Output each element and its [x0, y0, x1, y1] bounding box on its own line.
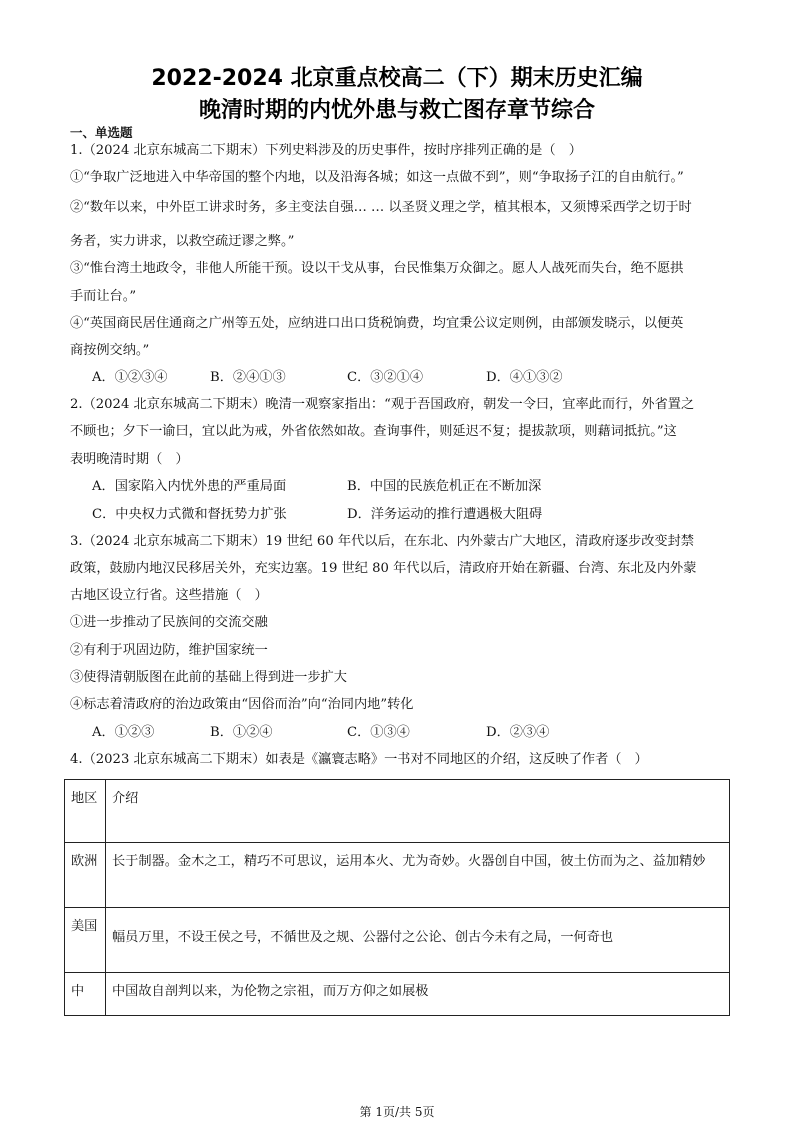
q2-option-d: D．洋务运动的推行遭遇极大阻碍 [347, 507, 543, 522]
q2-stem-line2: 不顾也；夕下一谕曰，宜以此为戒，外省依然如故。查询事件，则延迟不复；提拔款项，则藉词抵抗。”这 [70, 424, 677, 439]
q1-item-3-line2: 手而让台。” [70, 289, 137, 304]
table-region-cell: 美国 [65, 908, 106, 973]
document-subtitle: 晚清时期的内忧外患与救亡图存章节综合 [198, 98, 595, 123]
q1-item-4-line2: 商按例交纳。” [70, 343, 150, 358]
table-header-cell: 地区 [65, 780, 106, 843]
table-row [65, 843, 730, 908]
q3-stem-line1: 3.（2024 北京东城高二下期末）19 世纪 60 年代以后，在东北、内外蒙古广大地区，清政府逐步改变封禁 [70, 534, 694, 549]
table-header-cell: 介绍 [106, 780, 730, 843]
table-region-cell: 欧洲 [65, 843, 106, 908]
q1-option-a: A．①②③④ [92, 370, 168, 385]
q4-stem: 4.（2023 北京东城高二下期末）如表是《瀛寰志略》一书对不同地区的介绍，这反映了作者（ ） [70, 752, 648, 767]
table-text-cell: 中国故自剖判以来，为伦物之宗祖，而万方仰之如展极 [106, 973, 730, 1016]
q2-stem-line1: 2.（2024 北京东城高二下期末）晚清一观察家指出：“观于吾国政府，朝发一令曰，宜率此而行，外省置之 [70, 397, 695, 412]
q1-item-3-line1: ③“惟台湾土地政令，非他人所能干预。设以干戈从事，台民惟集万众御之。愿人人战死而失台，绝不愿拱 [70, 261, 684, 276]
table-text-cell: 长于制器。金木之工，精巧不可思议，运用本火、尤为奇妙。火器创自中国，彼土仿而为之、益加精妙 [106, 843, 730, 908]
q3-option-a: A．①②③ [92, 725, 155, 740]
q3-stem-line3: 古地区设立行省。这些措施（ ） [70, 588, 268, 603]
q3-stem-line2: 政策，鼓励内地汉民移居关外，充实边塞。19 世纪 80 年代以后，清政府开始在新疆、台湾、东北及内外蒙 [70, 561, 697, 576]
table-header-row [65, 780, 730, 843]
q2-stem-line3: 表明晚清时期（ ） [70, 452, 189, 467]
page-footer: 第 1页/共 5页 [359, 1105, 435, 1119]
q1-item-2-line2: 务者，实力讲求，以救空疏迂谬之弊。” [70, 234, 295, 249]
q3-item-1: ①进一步推动了民族间的交流交融 [70, 615, 268, 630]
section-heading: 一、单选题 [70, 125, 133, 140]
region-table [64, 779, 730, 1016]
document-title: 2022-2024 北京重点校高二（下）期末历史汇编 [151, 66, 643, 91]
q2-option-a: A．国家陷入内忧外患的严重局面 [92, 479, 287, 494]
q3-option-c: C．①③④ [347, 725, 410, 740]
table-row [65, 973, 730, 1016]
q1-item-1: ①“争取广泛地进入中华帝国的整个内地，以及沿海各城；如这一点做不到”，则“争取扬子江的自由航行。” [70, 170, 684, 185]
q1-option-c: C．③②①④ [347, 370, 424, 385]
q1-option-b: B．②④①③ [210, 370, 286, 385]
q3-option-d: D．②③④ [486, 725, 550, 740]
q1-item-2-line1: ②“数年以来，中外臣工讲求时务，多主变法自强… … 以圣贤义理之学，植其根本，又须博采西学之切于时 [70, 200, 692, 215]
table-row [65, 908, 730, 973]
q3-item-3: ③使得清朝版图在此前的基础上得到进一步扩大 [70, 670, 347, 685]
q1-stem: 1.（2024 北京东城高二下期末）下列史料涉及的历史事件，按时序排列正确的是（ ） [70, 143, 582, 158]
q3-item-2: ②有利于巩固边防，维护国家统一 [70, 643, 268, 658]
table-text-cell: 幅员万里，不设王侯之号，不循世及之规、公器付之公论、创古今未有之局，一何奇也 [106, 908, 730, 973]
q1-option-d: D．④①③② [486, 370, 563, 385]
table-region-cell: 中 [65, 973, 106, 1016]
q1-item-4-line1: ④“英国商民居住通商之广州等五处，应纳进口出口货税饷费，均宜秉公议定则例，由部颁发晓示，以便英 [70, 316, 684, 331]
q2-option-c: C．中央权力式微和督抚势力扩张 [92, 507, 287, 522]
q2-option-b: B．中国的民族危机正在不断加深 [347, 479, 542, 494]
q3-item-4: ④标志着清政府的治边政策由“因俗而治”向“治同内地”转化 [70, 697, 414, 712]
q3-option-b: B．①②④ [210, 725, 273, 740]
